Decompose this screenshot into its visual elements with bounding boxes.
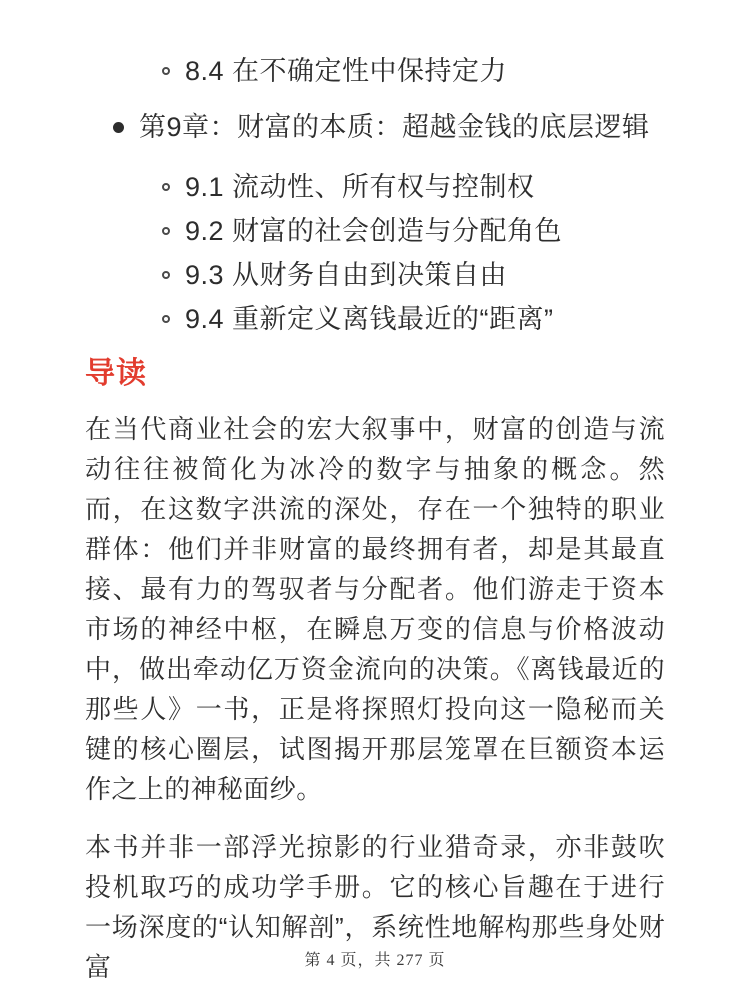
- toc-item-label: 第9章：财富的本质：超越金钱的底层逻辑: [139, 112, 650, 142]
- section-heading: 导读: [85, 357, 147, 390]
- toc-item-chapter-9: [113, 112, 665, 142]
- page-footer: [0, 947, 750, 970]
- toc-item-8-4: [162, 56, 665, 86]
- toc-item-9-3: [162, 260, 665, 290]
- toc-item-label: 9.4 重新定义离钱最近的“距离”: [185, 304, 554, 334]
- toc-item-9-1: [162, 172, 665, 202]
- toc-item-label: 9.3 从财务自由到决策自由: [185, 260, 508, 290]
- toc-item-label: 9.1 流动性、所有权与控制权: [185, 172, 535, 202]
- page-number-info: 第 4 页，共 277 页: [304, 952, 446, 969]
- body-paragraph-1: 在当代商业社会的宏大叙事中，财富的创造与流动往往被简化为冰冷的数字与抽象的概念。然而，在这数字洪流的深处，存在一个独特的职业群体：他们并非财富的最终拥有者，却是其最直接、最有力的驾驭者与分配者。他们游走于资本市场的神经中枢，在瞬息万变的信息与价格波动中，做出牵动亿万资金流向的决策。《离钱最近的那些人》一书，正是将探照灯投向这一隐秘而关键的核心圈层，试图揭开那层笼罩在巨额资本运作之上的神秘面纱。: [85, 414, 665, 804]
- body-paragraph-2: 本书并非一部浮光掠影的行业猎奇录，亦非鼓吹投机取巧的成功学手册。它的核心旨趣在于进行一场深度的“认知解剖”，系统性地解构那些身处财富: [85, 832, 665, 982]
- bullet-hollow-icon: [162, 67, 170, 75]
- bullet-hollow-icon: [162, 227, 170, 235]
- toc-item-label: 8.4 在不确定性中保持定力: [185, 56, 508, 86]
- toc-item-9-4: [162, 304, 665, 334]
- bullet-hollow-icon: [162, 315, 170, 323]
- bullet-hollow-icon: [162, 271, 170, 279]
- bullet-hollow-icon: [162, 183, 170, 191]
- toc-item-9-2: [162, 216, 665, 246]
- toc-item-label: 9.2 财富的社会创造与分配角色: [185, 216, 563, 246]
- bullet-filled-icon: [113, 122, 124, 133]
- toc-list: [85, 0, 665, 334]
